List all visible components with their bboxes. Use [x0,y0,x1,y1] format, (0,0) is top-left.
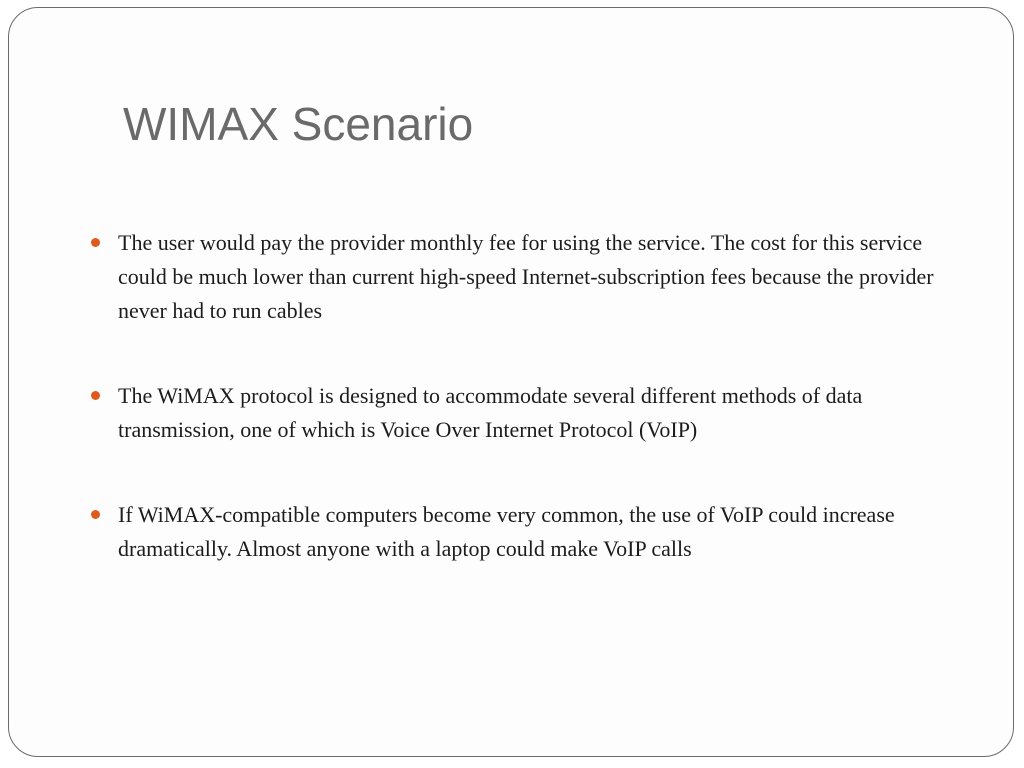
bullet-text: The user would pay the provider monthly fee for using the service. The cost for this service could be much lower than current high-speed Internet-subscription fees because the provider never had to run cables [118,230,934,323]
bullet-text: The WiMAX protocol is designed to accommodate several different methods of data transmission, one of which is Voice Over Internet Protocol (VoIP) [118,383,863,442]
bullet-item [89,379,949,447]
bullet-dot-icon [91,391,100,400]
bullet-item [89,226,949,328]
bullet-dot-icon [91,238,100,247]
slide-title: WIMAX Scenario [123,98,474,150]
bullet-item [89,498,949,566]
bullet-dot-icon [91,510,100,519]
slide-frame [8,7,1014,757]
bullet-list [89,226,949,566]
bullet-text: If WiMAX-compatible computers become very common, the use of VoIP could increase dramatically. Almost anyone with a laptop could make VoIP calls [118,502,895,561]
